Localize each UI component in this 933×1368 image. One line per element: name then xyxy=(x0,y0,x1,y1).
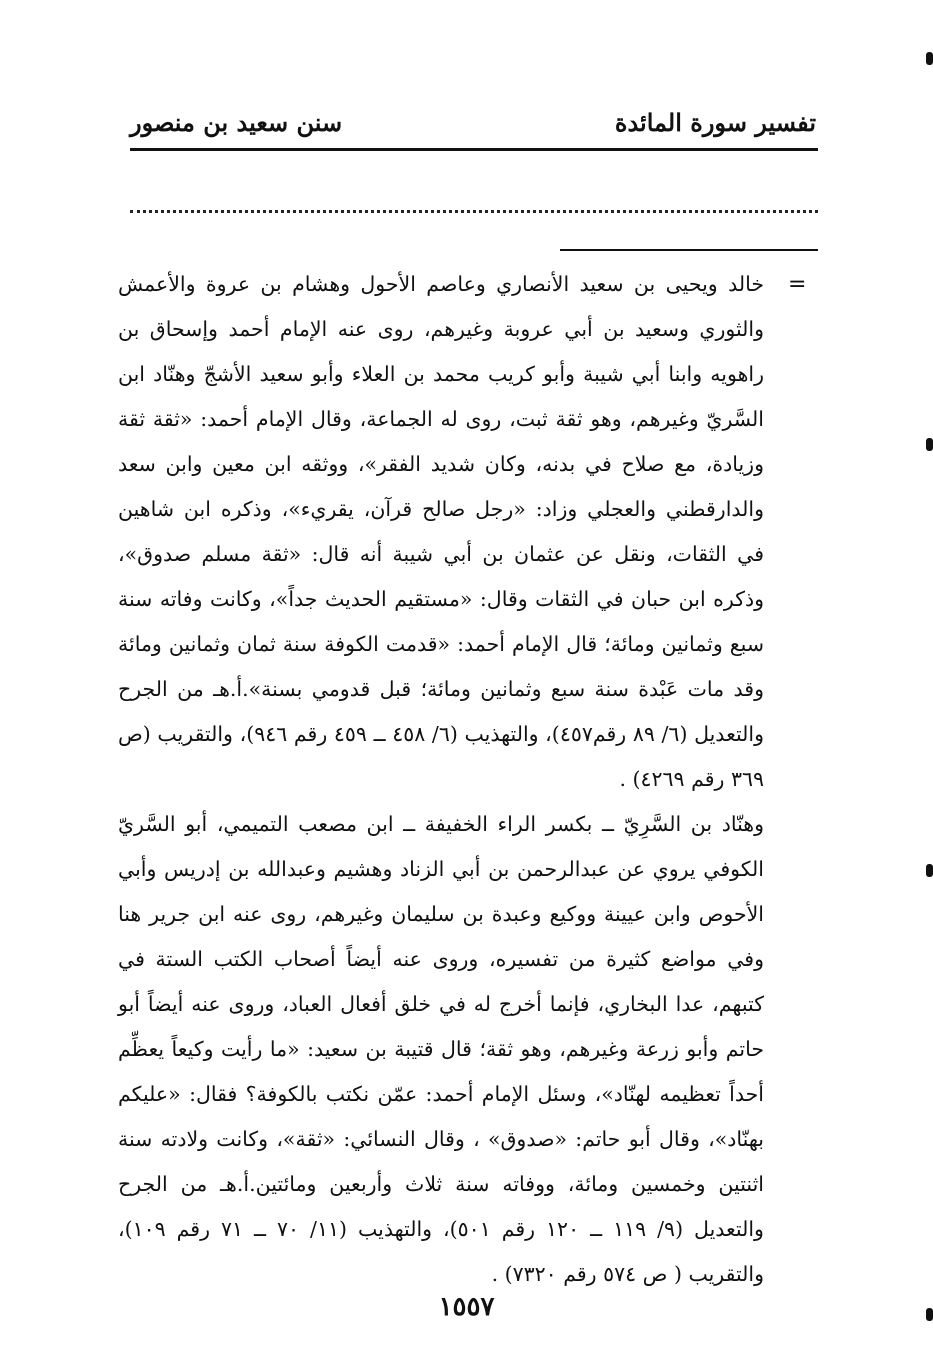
footnote-rule xyxy=(560,249,818,251)
header-rule xyxy=(130,148,818,151)
footnote-continuation-marker: = xyxy=(788,272,807,297)
chapter-title: تفسير سورة المائدة xyxy=(614,108,816,137)
scan-edge-mark xyxy=(926,1308,933,1321)
footnote-paragraph: وهنّاد بن السَّرِيّ ــ بكسر الراء الخفيفة ــ ابن مصعب التميمي، أبو السَّريّ الكوفي يروي عن عبدالرحمن بن أبي الزناد وهشيم وعبدالله بن إدريس وأبي الأحوص وابن عيينة ووكيع وعبدة بن سليمان وغيرهم، روى عنه ابن جرير هنا وفي مواضع كثيرة من تفسيره، وروى عنه أيضاً أصحاب الكتب الستة في كتبهم، عدا البخاري، فإنما أخرج له في خلق أفعال العباد، وروى عنه أيضاً أبو حاتم وأبو زرعة وغيرهم، وهو ثقة؛ قال قتيبة بن سعيد: «ما رأيت وكيعاً يعظِّم أحداً تعظيمه لهنّاد»، وسئل الإمام أحمد: عمّن نكتب بالكوفة؟ فقال: «عليكم بهنّاد»، وقال أبو حاتم: «صدوق» ، وقال النسائي: «ثقة»، وكانت ولادته سنة اثنتين وخمسين ومائة، ووفاته سنة ثلاث وأربعين ومائتين.أ.هـ من الجرح والتعديل (٩/ ١١٩ ــ ١٢٠ رقم ٥٠١)، والتهذيب (١١/ ٧٠ ــ ٧١ رقم ١٠٩)، والتقريب ( ص ٥٧٤ رقم ٧٣٢٠) . xyxy=(118,812,764,1286)
scan-edge-mark xyxy=(926,864,933,877)
scan-edge-mark xyxy=(926,52,933,65)
page-number: ١٥٥٧ xyxy=(438,1292,495,1322)
book-title: سنن سعيد بن منصور xyxy=(130,108,343,137)
footnote-body xyxy=(118,262,764,1297)
footnote-paragraph: خالد ويحيى بن سعيد الأنصاري وعاصم الأحول وهشام بن عروة والأعمش والثوري وسعيد بن أبي عروبة وغيرهم، روى عنه الإمام أحمد وإسحاق بن راهويه وابنا أبي شيبة وأبو كريب محمد بن العلاء وأبو سعيد الأشجّ وهنّاد ابن السَّريّ وغيرهم، وهو ثقة ثبت، روى له الجماعة، وقال الإمام أحمد: «ثقة ثقة وزيادة، مع صلاح في بدنه، وكان شديد الفقر»، ووثقه ابن معين وابن سعد والدارقطني والعجلي وزاد: «رجل صالح قرآن، يقريء»، وذكره ابن شاهين في الثقات، ونقل عن عثمان بن أبي شيبة أنه قال: «ثقة مسلم صدوق»، وذكره ابن حبان في الثقات وقال: «مستقيم الحديث جداً»، وكانت وفاته سنة سبع وثمانين ومائة؛ قال الإمام أحمد: «قدمت الكوفة سنة ثمان وثمانين ومائة وقد مات عَبْدة سنة سبع وثمانين ومائة؛ قبل قدومي بسنة».أ.هـ من الجرح والتعديل (٦/ ٨٩ رقم٤٥٧)، والتهذيب (٦/ ٤٥٨ ــ ٤٥٩ رقم ٩٤٦)، والتقريب (ص ٣٦٩ رقم ٤٢٦٩) . xyxy=(118,272,764,791)
running-header xyxy=(130,108,816,148)
dotted-separator xyxy=(130,210,818,213)
scan-edge-mark xyxy=(926,438,933,451)
